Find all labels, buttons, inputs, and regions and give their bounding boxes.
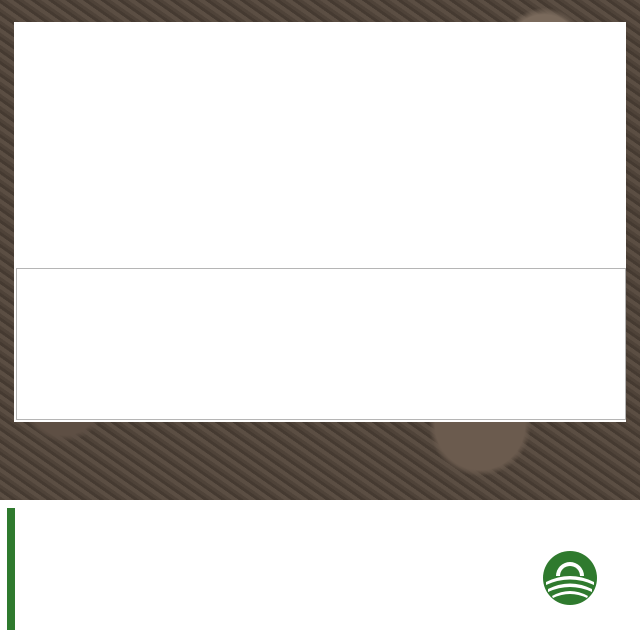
footer-accent-bar (7, 508, 15, 630)
sun-over-field-logo-icon (542, 550, 598, 606)
chart-container (16, 268, 626, 420)
spreadsheet-panel (14, 22, 626, 422)
bar-chart (17, 269, 625, 419)
